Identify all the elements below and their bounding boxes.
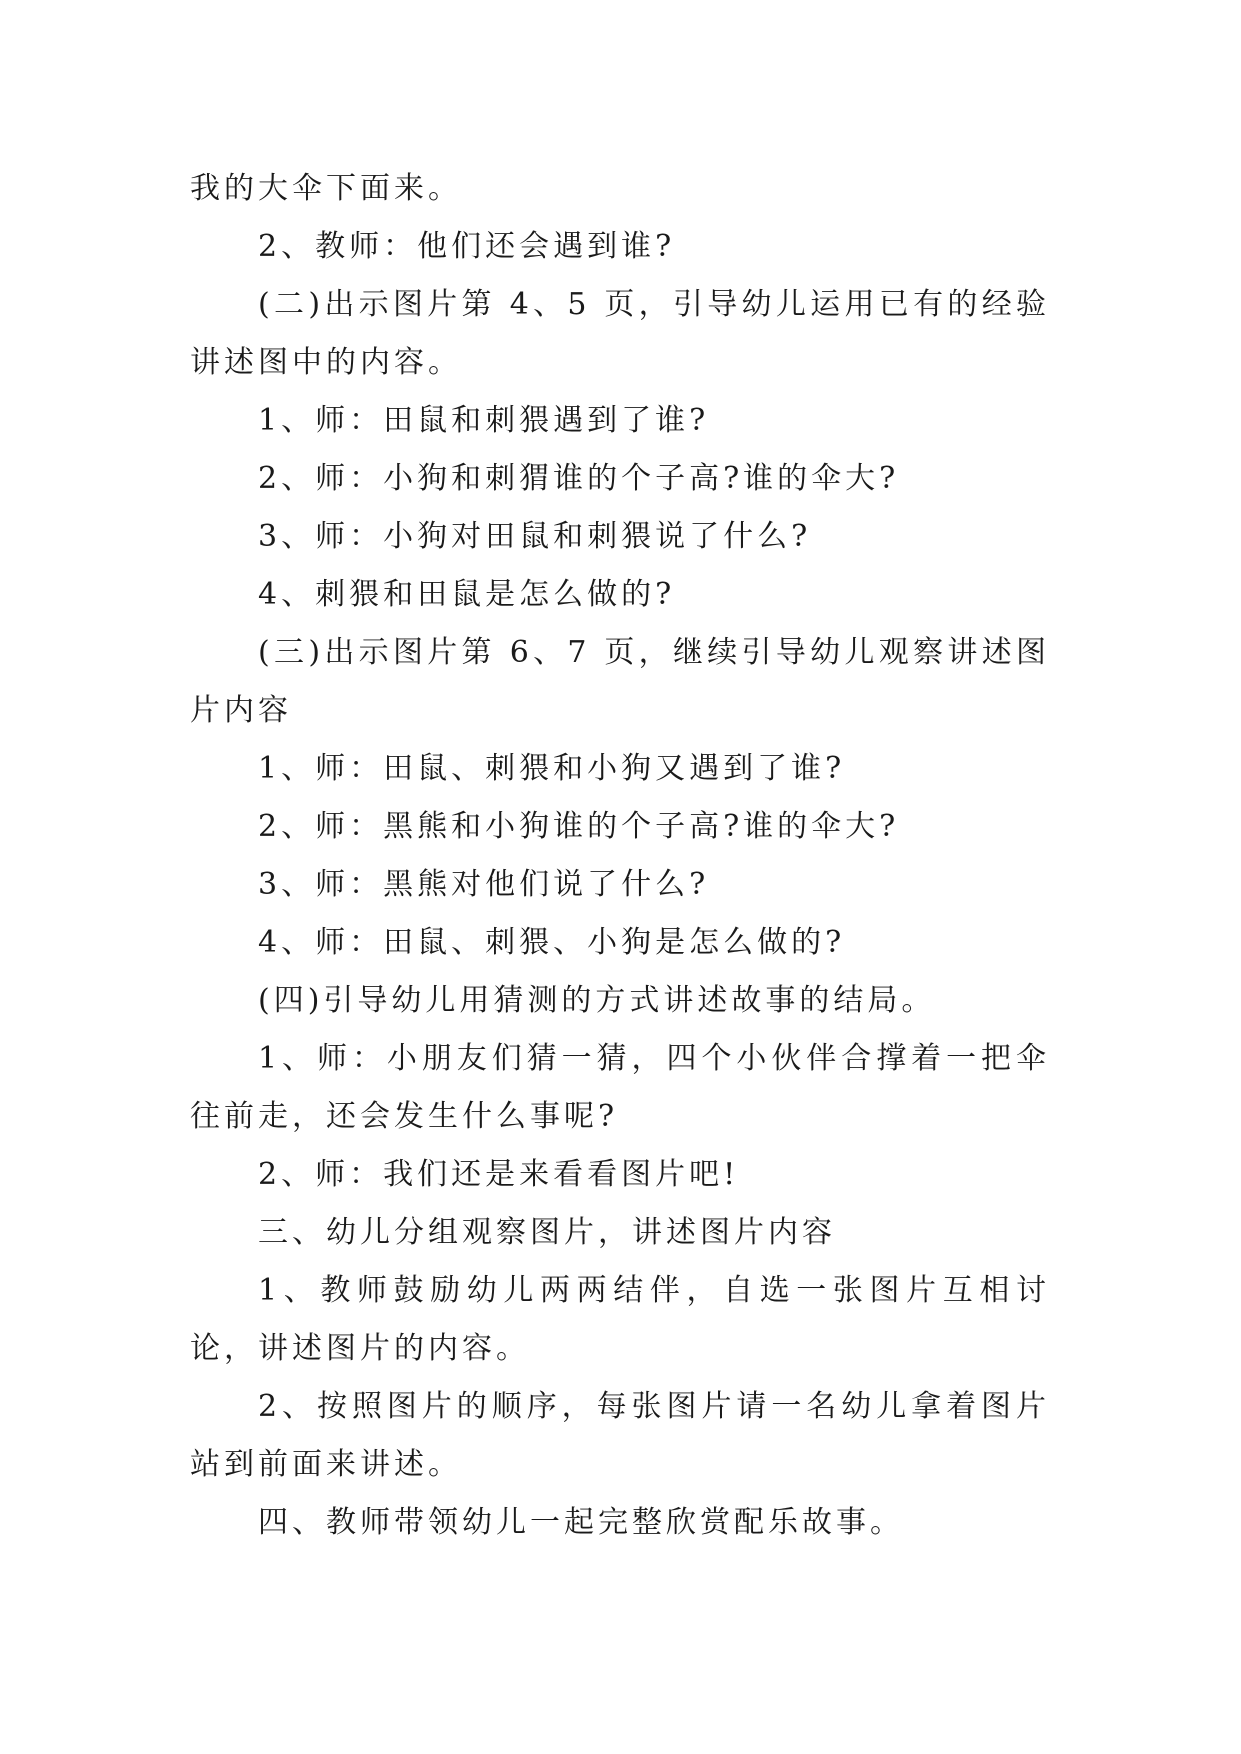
paragraph-9: 1、师：田鼠、刺猥和小狗又遇到了谁? — [258, 751, 846, 786]
paragraph-12: 4、师：田鼠、刺猥、小狗是怎么做的? — [258, 925, 846, 960]
paragraph-18: 2、按照图片的顺序，每张图片请一名幼儿拿着图片站到前面来讲述。 — [190, 1389, 1050, 1482]
paragraph-5: 2、师：小狗和刺猬谁的个子高?谁的伞大? — [258, 461, 900, 496]
paragraph-1: 我的大伞下面来。 — [190, 171, 462, 206]
paragraph-8: (三)出示图片第 6、7 页，继续引导幼儿观察讲述图片内容 — [190, 635, 1050, 728]
paragraph-15: 2、师：我们还是来看看图片吧! — [258, 1157, 740, 1192]
paragraph-16: 三、幼儿分组观察图片，讲述图片内容 — [258, 1215, 836, 1250]
paragraph-4: 1、师：田鼠和刺猥遇到了谁? — [258, 403, 710, 438]
paragraph-6: 3、师：小狗对田鼠和刺猥说了什么? — [258, 519, 812, 554]
paragraph-19: 四、教师带领幼儿一起完整欣赏配乐故事。 — [258, 1505, 904, 1540]
paragraph-3: (二)出示图片第 4、5 页，引导幼儿运用已有的经验讲述图中的内容。 — [190, 287, 1050, 380]
paragraph-7: 4、刺猥和田鼠是怎么做的? — [258, 577, 676, 612]
paragraph-17: 1、教师鼓励幼儿两两结伴，自选一张图片互相讨论，讲述图片的内容。 — [190, 1273, 1050, 1366]
paragraph-11: 3、师：黑熊对他们说了什么? — [258, 867, 710, 902]
paragraph-14: 1、师：小朋友们猜一猜，四个小伙伴合撑着一把伞往前走，还会发生什么事呢? — [190, 1041, 1050, 1134]
document-body — [190, 160, 1050, 1552]
paragraph-2: 2、教师：他们还会遇到谁? — [258, 229, 676, 264]
paragraph-10: 2、师：黑熊和小狗谁的个子高?谁的伞大? — [258, 809, 900, 844]
paragraph-13: (四)引导幼儿用猜测的方式讲述故事的结局。 — [258, 983, 936, 1018]
